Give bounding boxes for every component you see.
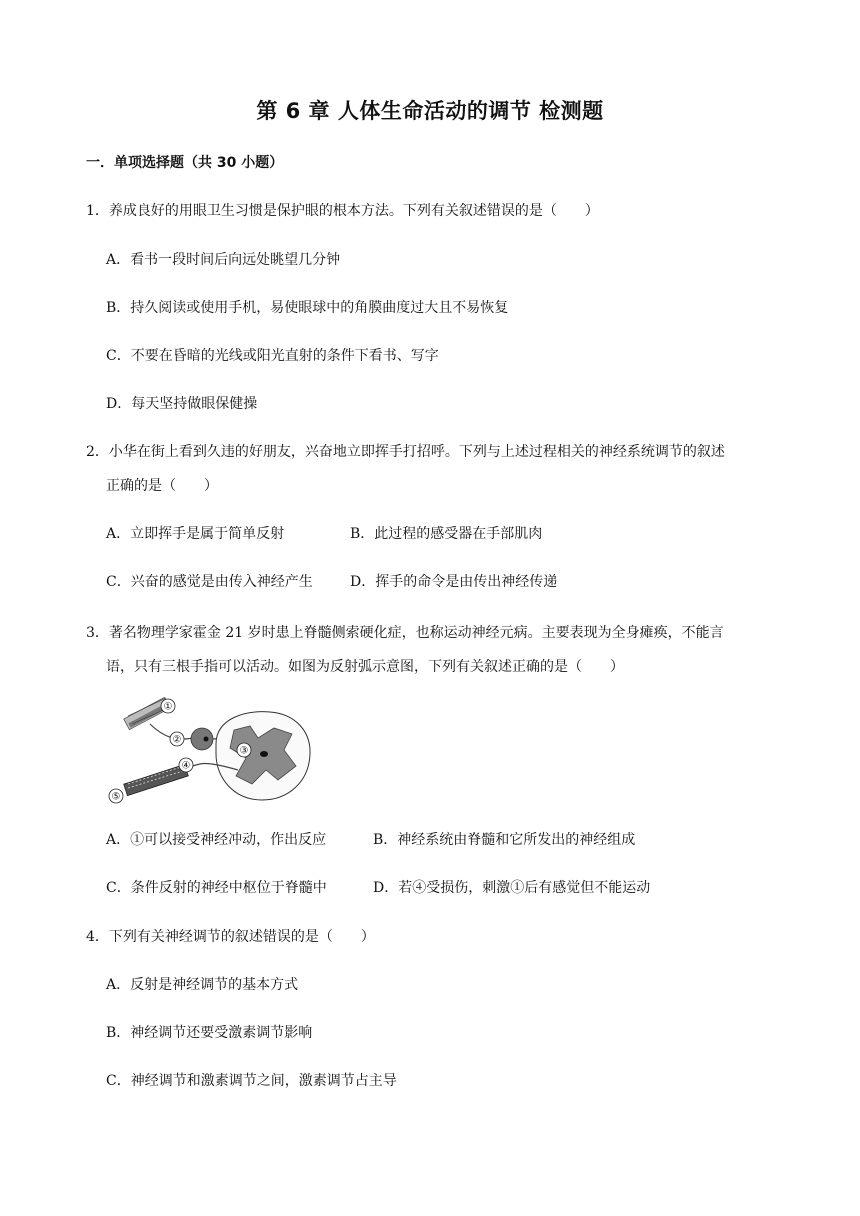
ganglion-shape [191,728,213,750]
figure-label-1: ① [163,701,173,713]
question-1-option-a: A．看书一段时间后向远处眺望几分钟 [106,252,341,268]
question-1-option-d: D．每天坚持做眼保健操 [106,396,258,412]
effector-muscle-shape [124,764,189,795]
reflex-arc-figure [106,694,316,806]
question-1-stem: 1．养成良好的用眼卫生习惯是保护眼的根本方法。下列有关叙述错误的是（ ） [86,203,599,219]
spinal-cord-shape [216,712,310,800]
question-4-option-b: B．神经调节还要受激素调节影响 [106,1025,313,1041]
question-3-stem: 3．著名物理学家霍金 21 岁时患上脊髓侧索硬化症，也称运动神经元病。主要表现为全身瘫痪，不能言 [86,625,724,641]
question-4-stem: 4．下列有关神经调节的叙述错误的是（ ） [86,929,375,945]
question-1-option-c: C．不要在昏暗的光线或阳光直射的条件下看书、写字 [106,348,439,364]
question-4-option-c: C．神经调节和激素调节之间，激素调节占主导 [106,1073,397,1089]
section-heading: 一．单项选择题（共 30 小题） [86,155,284,171]
question-2-stem-cont: 正确的是（ ） [106,478,218,494]
question-3-option-c: C．条件反射的神经中枢位于脊髓中 [106,880,327,896]
question-4-option-a: A．反射是神经调节的基本方式 [106,977,299,993]
question-2-option-c: C．兴奋的感觉是由传入神经产生 [106,574,313,590]
figure-label-2: ② [172,734,182,746]
question-3-option-b: B．神经系统由脊髓和它所发出的神经组成 [373,832,636,848]
question-1-option-b: B．持久阅读或使用手机，易使眼球中的角膜曲度过大且不易恢复 [106,300,509,316]
question-2-option-d: D．挥手的命令是由传出神经传递 [350,574,558,590]
page-title: 第 6 章 人体生命活动的调节 检测题 [256,99,604,123]
question-2-stem: 2．小华在街上看到久违的好朋友，兴奋地立即挥手打招呼。下列与上述过程相关的神经系统调节的叙述 [86,444,725,460]
figure-label-5: ⑤ [111,791,121,803]
question-3-option-d: D．若④受损伤，刺激①后有感觉但不能运动 [373,880,651,896]
question-2-option-a: A．立即挥手是属于简单反射 [106,526,285,542]
figure-label-3: ③ [239,745,249,757]
question-3-stem-cont: 语，只有三根手指可以活动。如图为反射弧示意图，下列有关叙述正确的是（ ） [106,659,624,675]
question-2-option-b: B．此过程的感受器在手部肌肉 [350,526,543,542]
figure-label-4: ④ [181,760,191,772]
question-3-option-a: A．①可以接受神经冲动，作出反应 [106,832,327,848]
